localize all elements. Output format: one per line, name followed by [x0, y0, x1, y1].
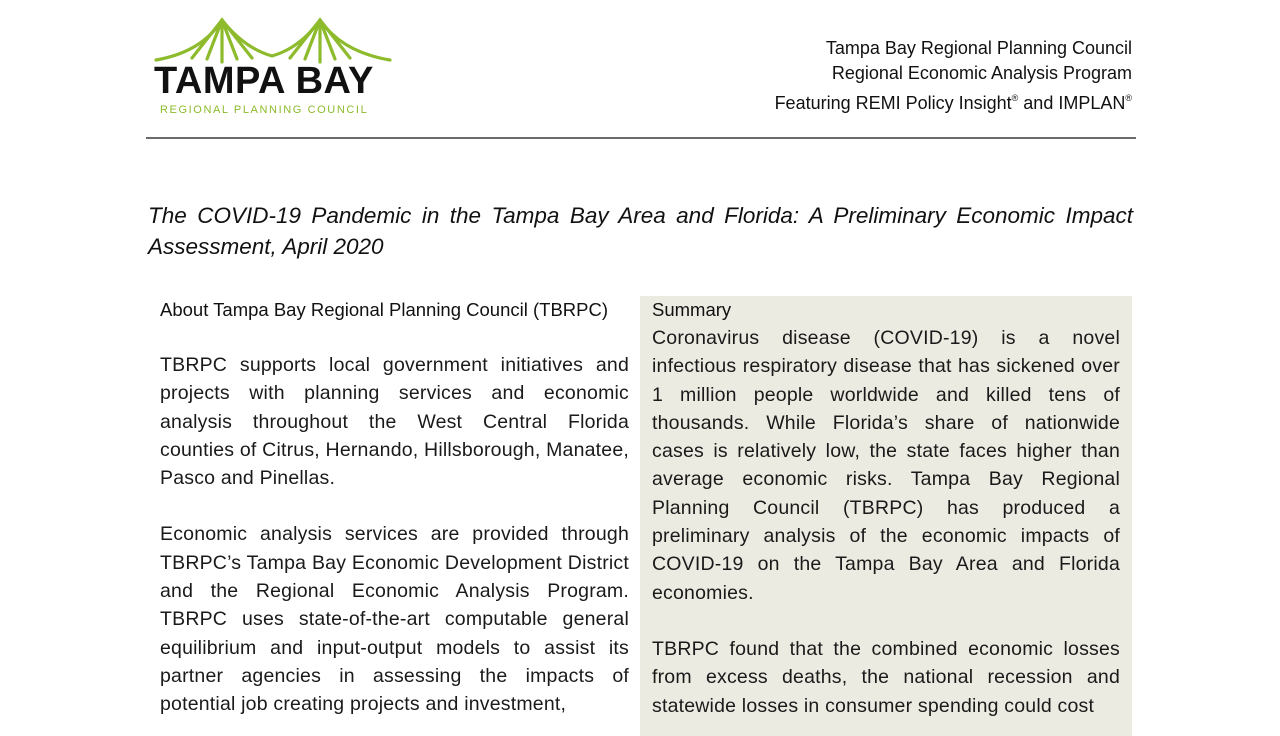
- header-line-featuring: [775, 86, 1132, 116]
- tbrpc-logo: [152, 12, 396, 116]
- about-heading: About Tampa Bay Regional Planning Council (TBRPC): [160, 299, 609, 320]
- logo-wordmark: TAMPA BAY: [154, 60, 374, 102]
- featuring-implan-text: and IMPLAN: [1018, 93, 1126, 113]
- about-section: [160, 296, 629, 719]
- summary-paragraph-intro: Coronavirus disease (COVID-19) is a novel infectious respiratory disease that has sickened over 1 million people worldwide and killed tens of thousands. While Florida’s share of nationwide cases is relatively low, the state faces higher than average economic risks. Tampa Bay Regional Planning Council (TBRPC) has produced a preliminary analysis of the economic impacts of COVID-19 on the Tampa Bay Area and Florida economies.: [652, 327, 1120, 604]
- header-line-organization: Tampa Bay Regional Planning Council: [825, 38, 1132, 58]
- about-paragraph-services: TBRPC supports local government initiatives and projects with planning services and economic analysis throughout the West Central Florida counties of Citrus, Hernando, Hillsborough, Manatee, Pasco and Pinellas.: [160, 354, 629, 490]
- registered-mark: ®: [1125, 93, 1132, 103]
- header-line-program: Regional Economic Analysis Program: [831, 63, 1132, 83]
- summary-heading: Summary: [652, 299, 732, 320]
- summary-section: [640, 296, 1132, 736]
- summary-paragraph-findings: TBRPC found that the combined economic losses from excess deaths, the national recession and statewide losses in consumer spending could cost: [652, 637, 1120, 717]
- about-paragraph-analysis: Economic analysis services are provided through TBRPC’s Tampa Bay Economic Development District and the Regional Economic Analysis Program. TBRPC uses state-of-the-art computable general equilibrium and input-output models to assist its partner agencies in assessing the impacts of potential job creating projects and investment,: [160, 523, 629, 716]
- registered-mark: ®: [1011, 93, 1019, 103]
- header-divider: [146, 137, 1136, 139]
- document-title: The COVID-19 Pandemic in the Tampa Bay Area and Florida: A Preliminary Economic Impact Assessment, April 2020: [148, 203, 1133, 259]
- featuring-remi-text: Featuring REMI Policy Insight: [774, 93, 1012, 113]
- logo-subtitle: REGIONAL PLANNING COUNCIL: [160, 104, 369, 116]
- header-organization-block: [775, 36, 1132, 116]
